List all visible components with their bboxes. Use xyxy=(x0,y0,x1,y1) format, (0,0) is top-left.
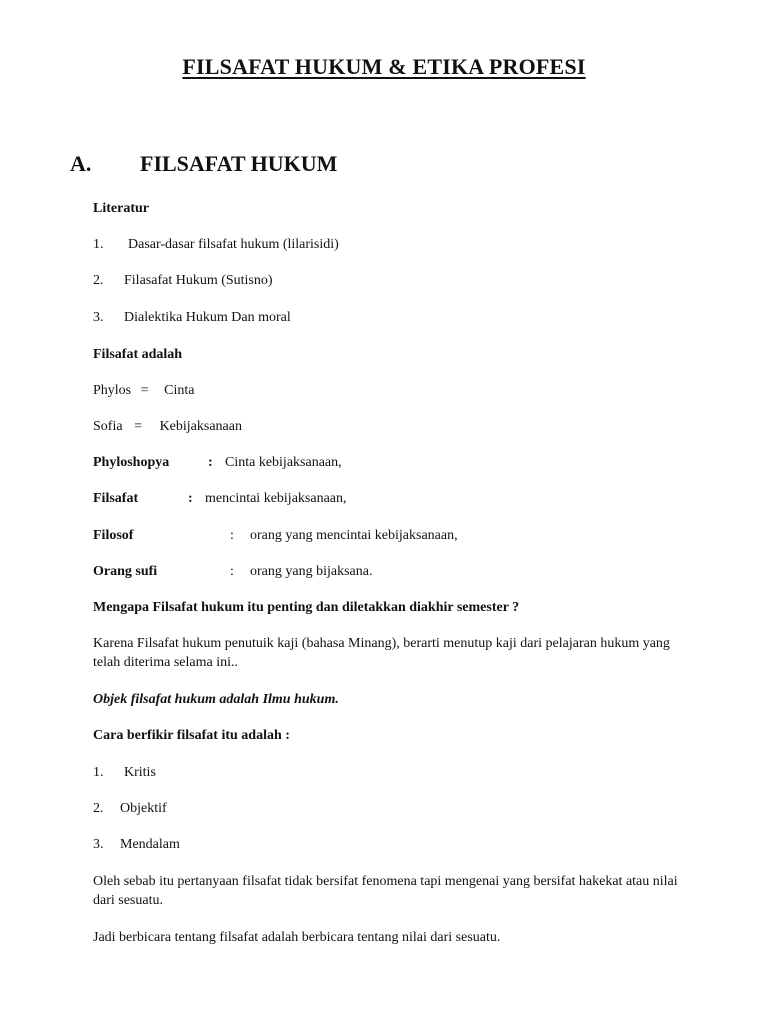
definition-row-phyloshopya xyxy=(93,454,342,472)
etymology-meaning: Cinta xyxy=(164,383,195,398)
etymology-separator: = xyxy=(134,419,142,434)
cara-item-1 xyxy=(93,764,156,782)
paragraph-hakekat: Oleh sebab itu pertanyaan filsafat tidak bersifat fenomena tapi mengenai yang bersifat hakekat atau nilai dari sesuatu. xyxy=(93,874,678,908)
definition-row-orang-sufi xyxy=(93,563,372,581)
objek-statement: Objek filsafat hukum adalah Ilmu hukum. xyxy=(93,692,339,707)
answer-paragraph: Karena Filsafat hukum penutuik kaji (bahasa Minang), berarti menutup kaji dari pelajaran hukum yang telah diterima selama ini.. xyxy=(93,636,670,670)
definition-meaning: orang yang mencintai kebijaksanaan, xyxy=(250,528,458,543)
definition-meaning: Cinta kebijaksanaan, xyxy=(225,455,342,470)
definition-separator: : xyxy=(188,491,193,506)
definition-separator: : xyxy=(230,564,234,579)
list-number: 3. xyxy=(93,310,104,325)
paragraph-nilai: Jadi berbicara tentang filsafat adalah berbicara tentang nilai dari sesuatu. xyxy=(93,930,501,945)
definition-row-filosof xyxy=(93,527,458,545)
etymology-row-sofia xyxy=(93,418,242,436)
cara-item-2 xyxy=(93,800,167,818)
section-title: FILSAFAT HUKUM xyxy=(140,151,338,176)
filsafat-adalah-heading: Filsafat adalah xyxy=(93,347,183,362)
literatur-item-2 xyxy=(93,272,273,290)
definition-separator: : xyxy=(208,455,213,470)
list-text: Dasar-dasar filsafat hukum (lilarisidi) xyxy=(128,237,339,252)
definition-meaning: mencintai kebijaksanaan, xyxy=(205,491,347,506)
list-text: Objektif xyxy=(120,801,167,816)
document-title: FILSAFAT HUKUM & ETIKA PROFESI xyxy=(182,54,586,79)
definition-meaning: orang yang bijaksana. xyxy=(250,564,373,579)
list-text: Mendalam xyxy=(120,837,180,852)
definition-term: Filsafat xyxy=(93,491,139,506)
etymology-row-phylos xyxy=(93,382,194,400)
section-number: A. xyxy=(70,151,92,176)
list-number: 2. xyxy=(93,801,104,816)
cara-heading: Cara berfikir filsafat itu adalah : xyxy=(93,728,290,743)
list-text: Dialektika Hukum Dan moral xyxy=(124,310,291,325)
definition-separator: : xyxy=(230,528,234,543)
section-heading xyxy=(70,151,337,177)
list-text: Kritis xyxy=(124,765,156,780)
literatur-item-1 xyxy=(93,236,339,254)
question-heading: Mengapa Filsafat hukum itu penting dan diletakkan diakhir semester ? xyxy=(93,600,520,615)
etymology-separator: = xyxy=(140,383,149,398)
list-number: 3. xyxy=(93,837,104,852)
cara-item-3 xyxy=(93,836,180,854)
definition-term: Filosof xyxy=(93,528,134,543)
definition-term: Orang sufi xyxy=(93,564,158,579)
list-number: 2. xyxy=(93,273,104,288)
list-text: Filasafat Hukum (Sutisno) xyxy=(124,273,273,288)
definition-row-filsafat xyxy=(93,490,347,508)
list-number: 1. xyxy=(93,237,104,252)
list-number: 1. xyxy=(93,765,104,780)
literatur-heading: Literatur xyxy=(93,201,149,216)
etymology-term: Sofia xyxy=(93,419,123,434)
literatur-item-3 xyxy=(93,309,291,327)
definition-term: Phyloshopya xyxy=(93,455,170,470)
etymology-term: Phylos xyxy=(93,383,132,398)
etymology-meaning: Kebijaksanaan xyxy=(159,419,242,434)
